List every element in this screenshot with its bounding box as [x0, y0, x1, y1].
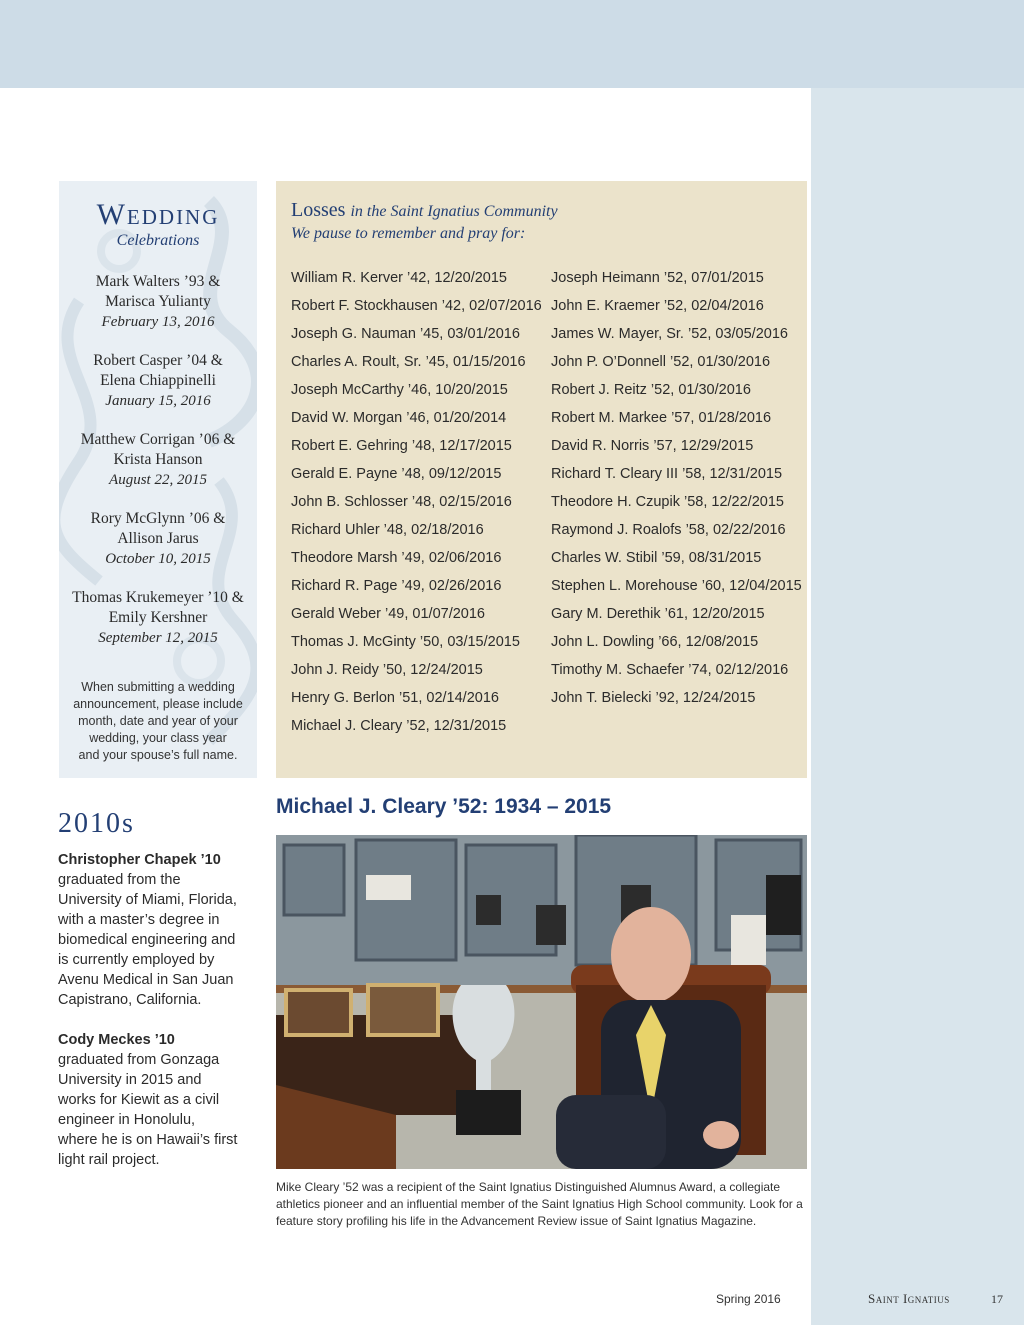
wedding-entry: Mark Walters ’93 & Marisca Yulianty February 13, 2016 — [59, 272, 257, 332]
list-item: Richard T. Cleary III ’58, 12/31/2015 — [551, 466, 783, 482]
list-item: Gerald Weber ’49, 01/07/2016 — [291, 606, 486, 622]
list-item: David W. Morgan ’46, 01/20/2014 — [291, 410, 507, 426]
list-item: Michael J. Cleary ’52, 12/31/2015 — [291, 718, 507, 734]
list-item: John E. Kraemer ’52, 02/04/2016 — [551, 298, 764, 314]
alumnus-name: Cody Meckes ’10 — [58, 1032, 175, 1048]
list-item: Timothy M. Schaefer ’74, 02/12/2016 — [551, 662, 789, 678]
list-item: Joseph Heimann ’52, 07/01/2015 — [551, 270, 764, 286]
office-photo-illustration — [276, 835, 807, 1169]
list-item: John P. O’Donnell ’52, 01/30/2016 — [551, 354, 771, 370]
wedding-submission-note: When submitting a wedding announcement, please include month, date and year of your wedding, your class year and your spouse’s full name. — [73, 680, 243, 762]
list-item: Raymond J. Roalofs ’58, 02/22/2016 — [551, 522, 786, 538]
wedding-entry: Thomas Krukemeyer ’10 & Emily Kershner September 12, 2015 — [59, 588, 257, 648]
list-item: Theodore Marsh ’49, 02/06/2016 — [291, 550, 502, 566]
class-note-entry — [58, 850, 238, 1010]
list-item: John T. Bielecki ’92, 12/24/2015 — [551, 690, 756, 706]
class-note-entry — [58, 1030, 238, 1170]
list-item: Joseph G. Nauman ’45, 03/01/2016 — [291, 326, 520, 342]
top-color-band — [0, 0, 1024, 88]
losses-subtitle: We pause to remember and pray for: — [291, 225, 526, 242]
footer-magazine-name: Saint Ignatius — [868, 1291, 950, 1306]
wedding-date: January 15, 2016 — [105, 393, 211, 409]
list-item: James W. Mayer, Sr. ’52, 03/05/2016 — [551, 326, 788, 342]
list-item: Stephen L. Morehouse ’60, 12/04/2015 — [551, 578, 802, 594]
list-item: Robert J. Reitz ’52, 01/30/2016 — [551, 382, 751, 398]
list-item: Joseph McCarthy ’46, 10/20/2015 — [291, 382, 508, 398]
losses-list-right — [551, 269, 802, 717]
list-item: Robert M. Markee ’57, 01/28/2016 — [551, 410, 772, 426]
class-note-text: graduated from Gonzaga University in 2015 and works for Kiewit as a civil engineer in Honolulu, where he is on Hawaii’s first light rail project. — [58, 1052, 238, 1168]
list-item: Richard R. Page ’49, 02/26/2016 — [291, 578, 502, 594]
wedding-date: February 13, 2016 — [101, 314, 215, 330]
list-item: Robert F. Stockhausen ’42, 02/07/2016 — [291, 298, 542, 314]
wedding-entry: Robert Casper ’04 & Elena Chiappinelli January 15, 2016 — [59, 351, 257, 411]
footer-issue: Spring 2016 — [716, 1292, 781, 1306]
class-note-text: graduated from the University of Miami, Florida, with a master’s degree in biomedical engineering and is currently employed by Avenu Medical in San Juan Capistrano, California. — [58, 872, 237, 1008]
decade-heading: 2010s — [58, 808, 135, 839]
list-item: Gary M. Derethik ’61, 12/20/2015 — [551, 606, 765, 622]
wedding-subtitle: Celebrations — [116, 232, 200, 249]
feature-title: Michael J. Cleary ’52: 1934 – 2015 — [276, 795, 612, 818]
wedding-title: Wedding — [96, 198, 220, 231]
right-color-band — [811, 88, 1024, 1325]
wedding-entry: Matthew Corrigan ’06 & Krista Hanson August 22, 2015 — [59, 430, 257, 490]
losses-title: Losses in the Saint Ignatius Community — [291, 199, 558, 221]
list-item: Thomas J. McGinty ’50, 03/15/2015 — [291, 634, 520, 650]
list-item: John B. Schlosser ’48, 02/15/2016 — [291, 494, 512, 510]
list-item: William R. Kerver ’42, 12/20/2015 — [291, 270, 507, 286]
wedding-date: September 12, 2015 — [98, 630, 218, 646]
page-number: 17 — [991, 1292, 1003, 1306]
losses-list-left — [291, 269, 542, 745]
class-notes — [58, 850, 238, 1170]
list-item: Charles W. Stibil ’59, 08/31/2015 — [551, 550, 762, 566]
list-item: Theodore H. Czupik ’58, 12/22/2015 — [551, 494, 784, 510]
photo-caption: Mike Cleary ’52 was a recipient of the Saint Ignatius Distinguished Alumnus Award, a collegiate athletics pioneer and an influential member of the Saint Ignatius High School community. Look for a feature story profiling his life in the Advancement Review issue of Saint Ignatius Magazine. — [276, 1180, 803, 1228]
list-item: John L. Dowling ’66, 12/08/2015 — [551, 634, 759, 650]
list-item: John J. Reidy ’50, 12/24/2015 — [291, 662, 483, 678]
wedding-celebrations-box — [59, 181, 257, 778]
list-item: Gerald E. Payne ’48, 09/12/2015 — [291, 466, 502, 482]
feature-photo — [276, 835, 807, 1169]
list-item: David R. Norris ’57, 12/29/2015 — [551, 438, 754, 454]
wedding-date: August 22, 2015 — [109, 472, 207, 488]
list-item: Charles A. Roult, Sr. ’45, 01/15/2016 — [291, 354, 526, 370]
losses-box — [276, 181, 807, 778]
wedding-date: October 10, 2015 — [105, 551, 211, 567]
wedding-entry: Rory McGlynn ’06 & Allison Jarus October 10, 2015 — [59, 509, 257, 569]
alumnus-name: Christopher Chapek ’10 — [58, 852, 221, 868]
list-item: Robert E. Gehring ’48, 12/17/2015 — [291, 438, 512, 454]
list-item: Henry G. Berlon ’51, 02/14/2016 — [291, 690, 499, 706]
list-item: Richard Uhler ’48, 02/18/2016 — [291, 522, 484, 538]
